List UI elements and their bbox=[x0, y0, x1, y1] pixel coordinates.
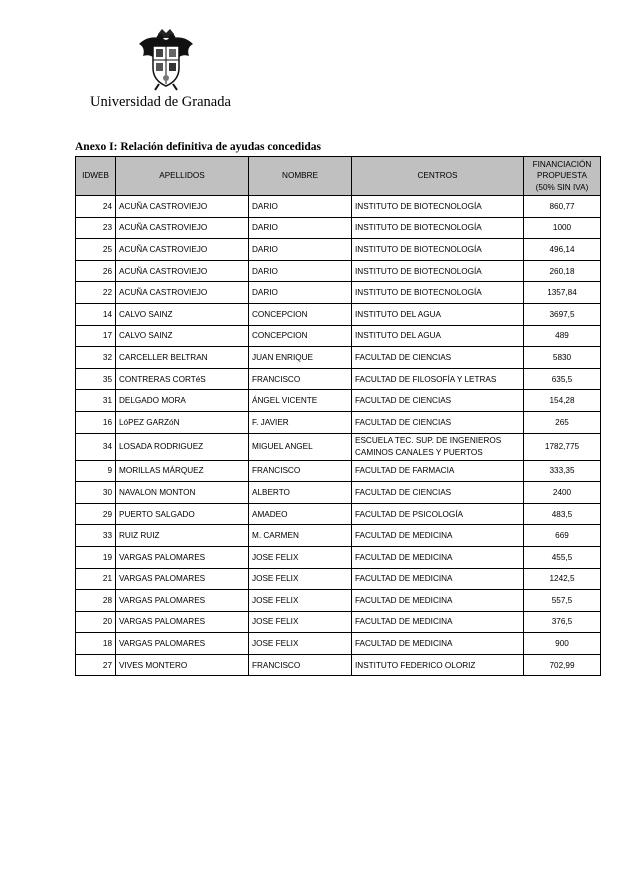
nombre-cell: CONCEPCION bbox=[249, 303, 352, 325]
table-row bbox=[76, 482, 601, 504]
table-row bbox=[76, 525, 601, 547]
centro-cell: FACULTAD DE CIENCIAS bbox=[352, 347, 524, 369]
column-header-idweb: IDWEB bbox=[76, 157, 116, 196]
nombre-cell: DARIO bbox=[249, 239, 352, 261]
idweb-cell: 24 bbox=[76, 196, 116, 218]
centro-cell: INSTITUTO DEL AGUA bbox=[352, 325, 524, 347]
table-row bbox=[76, 460, 601, 482]
centro-cell: INSTITUTO DEL AGUA bbox=[352, 303, 524, 325]
financiacion-cell: 635,5 bbox=[524, 368, 601, 390]
centro-cell: INSTITUTO DE BIOTECNOLOGÍA bbox=[352, 196, 524, 218]
financiacion-cell: 1357,84 bbox=[524, 282, 601, 304]
table-row bbox=[76, 633, 601, 655]
centro-cell: FACULTAD DE CIENCIAS bbox=[352, 411, 524, 433]
nombre-cell: JOSE FELIX bbox=[249, 546, 352, 568]
apellidos-cell: ACUÑA CASTROVIEJO bbox=[116, 217, 249, 239]
table-header-row bbox=[76, 157, 601, 196]
centro-cell: FACULTAD DE FARMACIA bbox=[352, 460, 524, 482]
apellidos-cell: MORILLAS MÁRQUEZ bbox=[116, 460, 249, 482]
apellidos-cell: VARGAS PALOMARES bbox=[116, 611, 249, 633]
column-header-nombre: NOMBRE bbox=[249, 157, 352, 196]
centro-cell: FACULTAD DE CIENCIAS bbox=[352, 482, 524, 504]
financiacion-cell: 5830 bbox=[524, 347, 601, 369]
idweb-cell: 35 bbox=[76, 368, 116, 390]
apellidos-cell: ACUÑA CASTROVIEJO bbox=[116, 260, 249, 282]
apellidos-cell: LOSADA RODRIGUEZ bbox=[116, 433, 249, 460]
apellidos-cell: ACUÑA CASTROVIEJO bbox=[116, 196, 249, 218]
apellidos-cell: CALVO SAINZ bbox=[116, 325, 249, 347]
ayudas-table bbox=[75, 156, 601, 676]
nombre-cell: JUAN ENRIQUE bbox=[249, 347, 352, 369]
university-name: Universidad de Granada bbox=[90, 94, 231, 110]
financiacion-cell: 669 bbox=[524, 525, 601, 547]
idweb-cell: 31 bbox=[76, 390, 116, 412]
nombre-cell: F. JAVIER bbox=[249, 411, 352, 433]
centro-cell: INSTITUTO DE BIOTECNOLOGÍA bbox=[352, 260, 524, 282]
nombre-cell: FRANCISCO bbox=[249, 460, 352, 482]
table-row bbox=[76, 433, 601, 460]
centro-cell: FACULTAD DE MEDICINA bbox=[352, 525, 524, 547]
table-row bbox=[76, 590, 601, 612]
nombre-cell: AMADEO bbox=[249, 503, 352, 525]
table-row bbox=[76, 411, 601, 433]
idweb-cell: 22 bbox=[76, 282, 116, 304]
financiacion-cell: 376,5 bbox=[524, 611, 601, 633]
financiacion-cell: 260,18 bbox=[524, 260, 601, 282]
column-header-financiacion: FINANCIACIÓN PROPUESTA (50% SIN IVA) bbox=[524, 157, 601, 196]
financiacion-cell: 2400 bbox=[524, 482, 601, 504]
financiacion-cell: 496,14 bbox=[524, 239, 601, 261]
university-coat-of-arms-icon bbox=[133, 26, 199, 92]
nombre-cell: JOSE FELIX bbox=[249, 590, 352, 612]
nombre-cell: DARIO bbox=[249, 217, 352, 239]
nombre-cell: CONCEPCION bbox=[249, 325, 352, 347]
idweb-cell: 23 bbox=[76, 217, 116, 239]
apellidos-cell: PUERTO SALGADO bbox=[116, 503, 249, 525]
centro-cell: INSTITUTO DE BIOTECNOLOGÍA bbox=[352, 217, 524, 239]
document-title: Anexo I: Relación definitiva de ayudas concedidas bbox=[75, 141, 321, 153]
centro-cell: FACULTAD DE MEDICINA bbox=[352, 590, 524, 612]
apellidos-cell: NAVALON MONTON bbox=[116, 482, 249, 504]
table-row bbox=[76, 654, 601, 676]
apellidos-cell: VARGAS PALOMARES bbox=[116, 633, 249, 655]
nombre-cell: JOSE FELIX bbox=[249, 611, 352, 633]
nombre-cell: ALBERTO bbox=[249, 482, 352, 504]
table-row bbox=[76, 325, 601, 347]
table-row bbox=[76, 347, 601, 369]
nombre-cell: FRANCISCO bbox=[249, 654, 352, 676]
table-row bbox=[76, 368, 601, 390]
centro-cell: INSTITUTO DE BIOTECNOLOGÍA bbox=[352, 239, 524, 261]
financiacion-cell: 265 bbox=[524, 411, 601, 433]
table-row bbox=[76, 390, 601, 412]
centro-cell: FACULTAD DE PSICOLOGÍA bbox=[352, 503, 524, 525]
idweb-cell: 28 bbox=[76, 590, 116, 612]
apellidos-cell: LóPEZ GARZóN bbox=[116, 411, 249, 433]
table-row bbox=[76, 303, 601, 325]
apellidos-cell: CARCELLER BELTRAN bbox=[116, 347, 249, 369]
financiacion-cell: 702,99 bbox=[524, 654, 601, 676]
apellidos-cell: ACUÑA CASTROVIEJO bbox=[116, 282, 249, 304]
financiacion-cell: 557,5 bbox=[524, 590, 601, 612]
financiacion-cell: 3697,5 bbox=[524, 303, 601, 325]
idweb-cell: 16 bbox=[76, 411, 116, 433]
apellidos-cell: VARGAS PALOMARES bbox=[116, 546, 249, 568]
idweb-cell: 14 bbox=[76, 303, 116, 325]
financiacion-cell: 1242,5 bbox=[524, 568, 601, 590]
table-row bbox=[76, 217, 601, 239]
idweb-cell: 21 bbox=[76, 568, 116, 590]
idweb-cell: 25 bbox=[76, 239, 116, 261]
column-header-apellidos: APELLIDOS bbox=[116, 157, 249, 196]
apellidos-cell: RUIZ RUIZ bbox=[116, 525, 249, 547]
centro-cell: FACULTAD DE FILOSOFÍA Y LETRAS bbox=[352, 368, 524, 390]
financiacion-cell: 1782,775 bbox=[524, 433, 601, 460]
idweb-cell: 9 bbox=[76, 460, 116, 482]
nombre-cell: DARIO bbox=[249, 282, 352, 304]
apellidos-cell: VARGAS PALOMARES bbox=[116, 590, 249, 612]
table-row bbox=[76, 503, 601, 525]
apellidos-cell: VARGAS PALOMARES bbox=[116, 568, 249, 590]
financiacion-cell: 900 bbox=[524, 633, 601, 655]
financiacion-cell: 1000 bbox=[524, 217, 601, 239]
table-row bbox=[76, 568, 601, 590]
idweb-cell: 34 bbox=[76, 433, 116, 460]
column-header-centros: CENTROS bbox=[352, 157, 524, 196]
centro-cell: ESCUELA TEC. SUP. DE INGENIEROS CAMINOS CANALES Y PUERTOS bbox=[352, 433, 524, 460]
idweb-cell: 26 bbox=[76, 260, 116, 282]
centro-cell: INSTITUTO FEDERICO OLORIZ bbox=[352, 654, 524, 676]
nombre-cell: ÁNGEL VICENTE bbox=[249, 390, 352, 412]
table-row bbox=[76, 282, 601, 304]
nombre-cell: MIGUEL ANGEL bbox=[249, 433, 352, 460]
table-row bbox=[76, 260, 601, 282]
financiacion-cell: 333,35 bbox=[524, 460, 601, 482]
nombre-cell: DARIO bbox=[249, 196, 352, 218]
nombre-cell: JOSE FELIX bbox=[249, 568, 352, 590]
financiacion-cell: 154,28 bbox=[524, 390, 601, 412]
table-row bbox=[76, 196, 601, 218]
centro-cell: FACULTAD DE MEDICINA bbox=[352, 546, 524, 568]
idweb-cell: 27 bbox=[76, 654, 116, 676]
nombre-cell: M. CARMEN bbox=[249, 525, 352, 547]
idweb-cell: 29 bbox=[76, 503, 116, 525]
apellidos-cell: CONTRERAS CORTéS bbox=[116, 368, 249, 390]
idweb-cell: 30 bbox=[76, 482, 116, 504]
table-body bbox=[76, 196, 601, 676]
apellidos-cell: VIVES MONTERO bbox=[116, 654, 249, 676]
financiacion-cell: 860,77 bbox=[524, 196, 601, 218]
centro-cell: INSTITUTO DE BIOTECNOLOGÍA bbox=[352, 282, 524, 304]
idweb-cell: 19 bbox=[76, 546, 116, 568]
financiacion-cell: 455,5 bbox=[524, 546, 601, 568]
financiacion-cell: 489 bbox=[524, 325, 601, 347]
idweb-cell: 20 bbox=[76, 611, 116, 633]
nombre-cell: JOSE FELIX bbox=[249, 633, 352, 655]
apellidos-cell: CALVO SAINZ bbox=[116, 303, 249, 325]
nombre-cell: DARIO bbox=[249, 260, 352, 282]
table-row bbox=[76, 611, 601, 633]
idweb-cell: 33 bbox=[76, 525, 116, 547]
table-row bbox=[76, 546, 601, 568]
centro-cell: FACULTAD DE MEDICINA bbox=[352, 611, 524, 633]
financiacion-cell: 483,5 bbox=[524, 503, 601, 525]
apellidos-cell: DELGADO MORA bbox=[116, 390, 249, 412]
idweb-cell: 17 bbox=[76, 325, 116, 347]
apellidos-cell: ACUÑA CASTROVIEJO bbox=[116, 239, 249, 261]
centro-cell: FACULTAD DE MEDICINA bbox=[352, 633, 524, 655]
table-row bbox=[76, 239, 601, 261]
nombre-cell: FRANCISCO bbox=[249, 368, 352, 390]
idweb-cell: 32 bbox=[76, 347, 116, 369]
idweb-cell: 18 bbox=[76, 633, 116, 655]
centro-cell: FACULTAD DE CIENCIAS bbox=[352, 390, 524, 412]
centro-cell: FACULTAD DE MEDICINA bbox=[352, 568, 524, 590]
